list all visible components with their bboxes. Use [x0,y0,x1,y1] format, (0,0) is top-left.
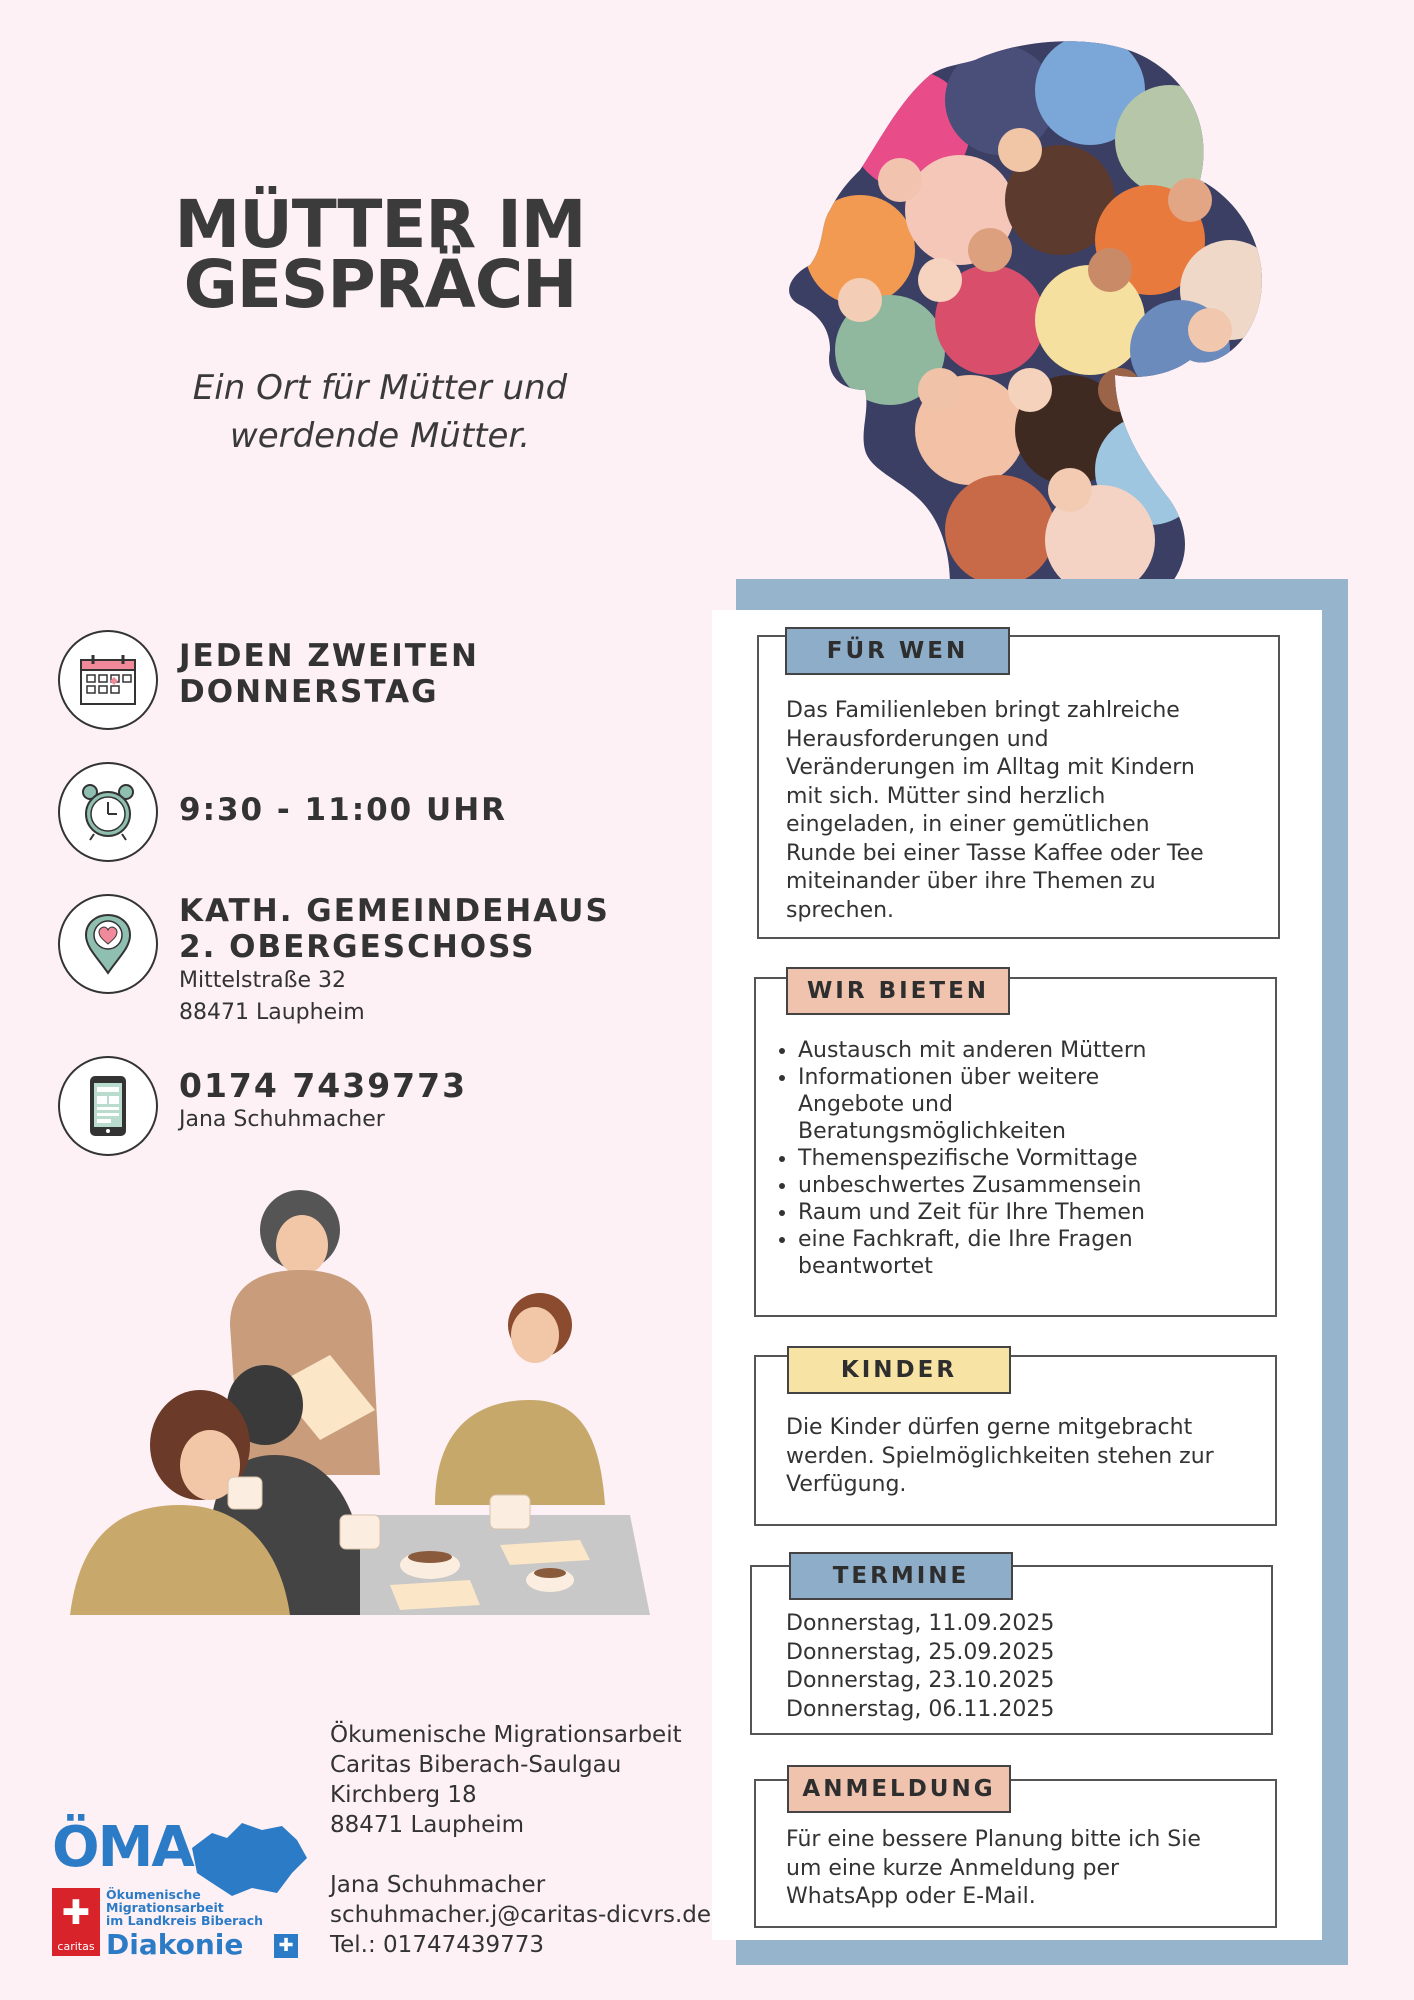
page-title [120,186,640,323]
diakonie-wordmark: Diakonie [106,1928,244,1961]
termin-date: Donnerstag, 11.09.2025 [786,1611,1055,1636]
list-item-line: Angebote und [798,1092,953,1117]
women-talking-illustration [60,1185,660,1625]
fuer-wen-line: eingeladen, in einer gemütlichen [786,812,1150,837]
kinder-line: werden. Spielmöglichkeiten stehen zur [786,1443,1214,1469]
oma-tagline [106,1888,263,1927]
label-kinder: KINDER [787,1346,1011,1394]
footer-contact-name: Jana Schuhmacher [330,1872,546,1898]
list-item [798,1064,1288,1145]
phone-icon-circle [58,1056,158,1156]
location-icon-circle [58,894,158,994]
label-termine: TERMINE [789,1552,1013,1600]
fuer-wen-line: Veränderungen im Alltag mit Kindern [786,755,1195,780]
footer-phone: Tel.: 01747439773 [330,1932,545,1958]
alarm-clock-icon [78,782,138,842]
org-line-1: Ökumenische Migrationsarbeit [330,1722,682,1748]
fuer-wen-line: mit sich. Mütter sind herzlich [786,783,1106,809]
oma-logo [52,1815,307,1968]
oma-tagline-line: im Landkreis Biberach [106,1913,264,1928]
termine-list [786,1610,1256,1724]
organisation-address [330,1720,711,1960]
smartphone-icon [88,1074,128,1138]
place-line-1: KATH. GEMEINDEHAUS [179,893,610,929]
place-line-2: 2. OBERGESCHOSS [179,929,536,965]
fuer-wen-line: Herausforderungen und [786,726,1049,752]
footer-email[interactable]: schuhmacher.j@caritas-dicvrs.de [330,1902,712,1928]
anmeldung-line: um eine kurze Anmeldung per [786,1855,1120,1881]
list-item [798,1226,1288,1280]
city-text: 88471 Laupheim [179,1000,365,1025]
silhouette-faces-pattern [770,30,1270,590]
caritas-logo [52,1888,100,1956]
list-item-line: Austausch mit anderen Müttern [798,1038,1147,1063]
list-item-line: Raum und Zeit für Ihre Themen [798,1200,1145,1225]
wir-bieten-list [758,1037,1288,1280]
time-text: 9:30 - 11:00 UHR [179,792,508,828]
place-block [179,893,610,1029]
termin-date: Donnerstag, 06.11.2025 [786,1696,1055,1722]
oma-tagline-line: Migrationsarbeit [106,1900,224,1915]
clock-icon-circle [58,762,158,862]
list-item-line: Informationen über weitere [798,1065,1100,1090]
calendar-icon [79,654,137,706]
list-item [798,1172,1288,1199]
women-head-silhouette-illustration [770,30,1270,590]
fuer-wen-line: sprechen. [786,897,895,923]
list-item [798,1037,1288,1064]
org-line-2: Caritas Biberach-Saulgau [330,1752,622,1778]
termin-date: Donnerstag, 23.10.2025 [786,1668,1055,1693]
org-city: 88471 Laupheim [330,1812,525,1838]
list-item [798,1199,1288,1226]
label-wir-bieten: WIR BIETEN [786,967,1010,1015]
title-line-1: MÜTTER IM [174,186,586,263]
list-item-line: unbeschwertes Zusammensein [798,1173,1142,1198]
contact-name: Jana Schuhmacher [179,1107,385,1132]
schedule-line-2: DONNERSTAG [179,674,439,710]
kinder-text [786,1414,1266,1500]
anmeldung-line: WhatsApp oder E-Mail. [786,1884,1036,1909]
fuer-wen-line: Runde bei einer Tasse Kaffee oder Tee [786,840,1204,866]
org-street: Kirchberg 18 [330,1782,477,1808]
anmeldung-text [786,1826,1266,1912]
list-item-line: beantwortet [798,1254,933,1279]
caritas-cross-icon: ✚ [61,1893,91,1933]
list-item [798,1145,1288,1172]
list-item-line: Themenspezifische Vormittage [798,1146,1138,1171]
label-fuer-wen: FÜR WEN [785,627,1010,675]
phone-number: 0174 7439773 [179,1066,468,1105]
fuer-wen-line: miteinander über ihre Themen zu [786,869,1156,894]
schedule-line-1: JEDEN ZWEITEN [179,638,480,674]
termin-date: Donnerstag, 25.09.2025 [786,1639,1055,1665]
diakonie-cross-icon: ✚ [274,1934,298,1958]
title-line-2: GESPRÄCH [183,246,577,323]
kinder-line: Verfügung. [786,1472,907,1497]
list-item-line: eine Fachkraft, die Ihre Fragen [798,1227,1133,1252]
contact-block [179,1068,467,1136]
oma-wordmark: ÖMA [52,1815,193,1880]
oma-tagline-line: Ökumenische [106,1887,201,1902]
page-subtitle [120,364,640,460]
card-fuer-wen [757,635,1280,939]
subtitle-line-2: werdende Mütter. [229,416,531,456]
subtitle-line-1: Ein Ort für Mütter und [192,368,568,408]
schedule-text [179,638,479,710]
label-anmeldung: ANMELDUNG [787,1765,1011,1813]
fuer-wen-line: Das Familienleben bringt zahlreiche [786,698,1180,723]
list-item-line: Beratungsmöglichkeiten [798,1119,1066,1144]
caritas-label: caritas [57,1940,95,1953]
location-heart-icon [83,913,133,975]
card-wir-bieten [754,977,1277,1317]
kinder-line: Die Kinder dürfen gerne mitgebracht [786,1415,1193,1440]
landkreis-map-icon [182,1818,312,1898]
fuer-wen-text [786,697,1266,925]
street-text: Mittelstraße 32 [179,968,346,993]
anmeldung-line: Für eine bessere Planung bitte ich Sie [786,1827,1201,1852]
calendar-icon-circle [58,630,158,730]
